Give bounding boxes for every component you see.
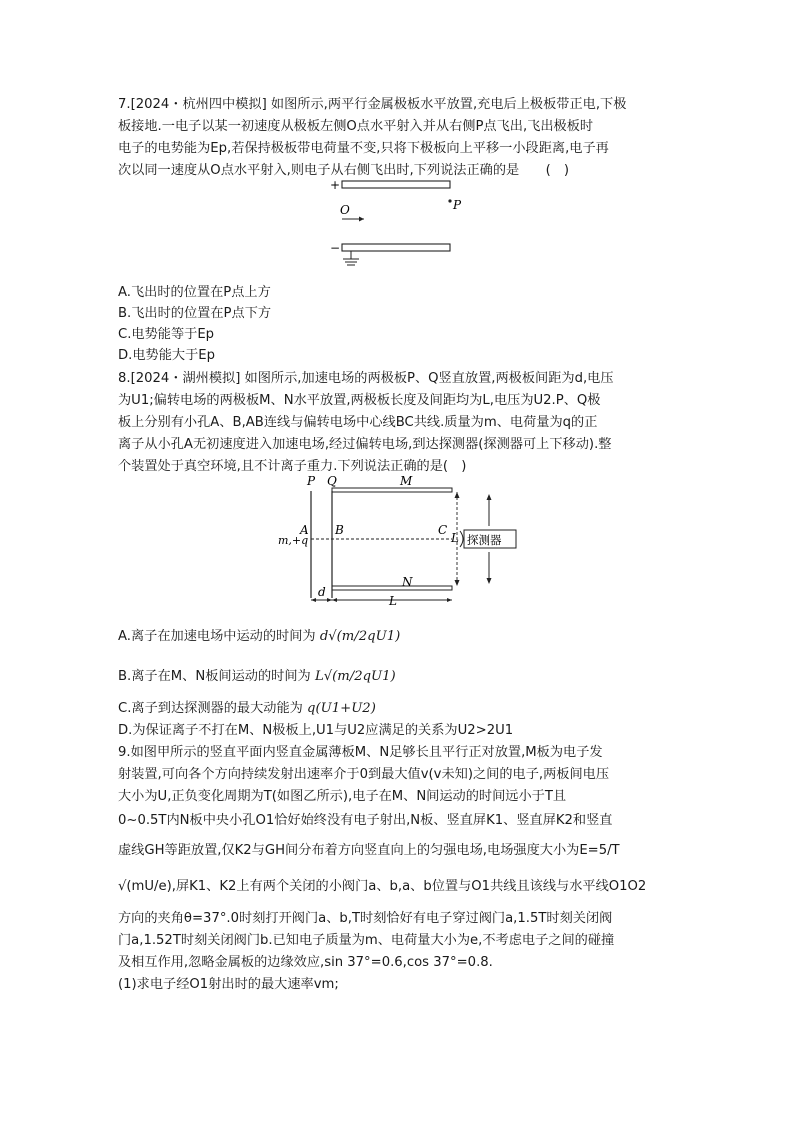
q8-plate-Q-label: Q	[327, 474, 337, 488]
q7-point-P-dot	[448, 199, 451, 202]
q7-line-4: 次以同一速度从O点水平射入,则电子从右侧飞出时,下列说法正确的是 ( )	[118, 163, 570, 178]
q9-line-1: 9.如图甲所示的竖直平面内竖直金属薄板M、N足够长且平行正对放置,M板为电子发	[118, 745, 603, 760]
q7-line-3: 电子的电势能为Ep,若保持极板带电荷量不变,只将下极板向上平移一小段距离,电子再	[118, 141, 609, 156]
q8-line-2: 为U1;偏转电场的两极板M、N水平放置,两极板长度及间距均为L,电压为U2.P、Q极	[118, 393, 601, 408]
q8-option-a	[118, 626, 400, 648]
q9-line-9: 及相互作用,忽略金属板的边缘效应,sin 37°=0.6,cos 37°=0.8.	[118, 955, 493, 970]
q8-option-b	[118, 666, 396, 688]
q8-plate-M-label: M	[400, 474, 413, 488]
q8-point-C-label: C	[438, 523, 448, 537]
q8-d-arrow-right	[327, 598, 332, 602]
q7-line-1: 7.[2024・杭州四中模拟] 如图所示,两平行金属极板水平放置,充电后上极板带正电,下极	[118, 97, 627, 112]
q7-lower-plate	[342, 244, 450, 251]
q9-line-3: 大小为U,正负变化周期为T(如图乙所示),电子在M、N间运动的时间远小于T且	[118, 789, 567, 804]
q8-plate-N	[332, 586, 452, 590]
q8-option-c-formula: q(U1+U2)	[307, 701, 376, 716]
q8-plate-N-label: N	[402, 575, 413, 589]
q7-option-c: C.电势能等于Ep	[118, 327, 215, 342]
q8-detector-cup	[460, 531, 463, 547]
q8-d-arrow-left	[311, 598, 316, 602]
q8-line-3: 板上分别有小孔A、B,AB连线与偏转电场中心线BC共线.质量为m、电荷量为q的正	[118, 415, 598, 430]
q9-line-8: 门a,1.52T时刻关闭阀门b.已知电子质量为m、电荷量大小为e,不考虑电子之间的碰撞	[118, 933, 615, 948]
q8-apparatus-figure	[274, 474, 524, 610]
q9-line-10: (1)求电子经O1射出时的最大速率vm;	[118, 977, 339, 992]
q8-arrow-down-head	[487, 578, 492, 584]
q8-dim-arrow-up	[455, 492, 460, 498]
q8-line-4: 离子从小孔A无初速度进入加速电场,经过偏转电场,到达探测器(探测器可上下移动).整	[118, 437, 612, 452]
q9-line-7: 方向的夹角θ=37°.0时刻打开阀门a、b,T时刻恰好有电子穿过阀门a,1.5T时刻关闭阀	[118, 911, 613, 926]
q7-option-a: A.飞出时的位置在P点上方	[118, 285, 271, 300]
q7-point-O-label: O	[340, 203, 350, 217]
q8-plate-P-label: P	[307, 474, 316, 488]
q7-option-d: D.电势能大于Ep	[118, 348, 215, 363]
q8-plate-M	[332, 488, 452, 492]
q8-arrow-up-head	[487, 494, 492, 500]
q8-line-5: 个装置处于真空环境,且不计离子重力.下列说法正确的是( )	[118, 459, 467, 474]
q8-point-A-label: A	[300, 523, 309, 537]
q8-option-d: D.为保证离子不打在M、N极板上,U1与U2应满足的关系为U2>2U1	[118, 723, 514, 738]
q7-plus-sign: +	[330, 178, 341, 192]
q8-point-B-label: B	[335, 523, 344, 537]
q8-option-c-text: C.离子到达探测器的最大动能为	[118, 701, 303, 716]
q7-line-2: 板接地.一电子以某一初速度从极板左侧O点水平射入并从右侧P点飞出,飞出极板时	[118, 119, 594, 134]
q8-option-b-text: B.离子在M、N板间运动的时间为	[118, 669, 311, 684]
q8-option-c	[118, 698, 376, 720]
q8-L-arrow-right	[447, 598, 452, 602]
q8-L-arrow-left	[332, 598, 337, 602]
q7-upper-plate	[342, 181, 450, 188]
q8-length-L-bottom: L	[389, 594, 397, 608]
q8-option-a-formula: d√(m/2qU1)	[319, 629, 401, 644]
q7-capacitor-figure	[326, 178, 466, 272]
q8-line-1: 8.[2024・湖州模拟] 如图所示,加速电场的两极板P、Q竖直放置,两极板间距为d,电压	[118, 371, 614, 386]
q9-line-2: 射装置,可向各个方向持续发射出速率介于0到最大值v(v未知)之间的电子,两板间电压	[118, 767, 610, 782]
q9-line-5: 虚线GH等距放置,仅K2与GH间分布着方向竖直向上的匀强电场,电场强度大小为E=5/T	[118, 843, 620, 858]
q8-dim-arrow-down	[455, 580, 460, 586]
q7-point-P-label: P	[453, 198, 462, 212]
q9-line-4: 0~0.5T内N板中央小孔O1恰好始终没有电子射出,N板、竖直屏K1、竖直屏K2和竖直	[118, 813, 613, 828]
q9-line-6: √(mU/e),屏K1、K2上有两个关闭的小阀门a、b,a、b位置与O1共线且该线与水平线O1O2	[118, 879, 647, 894]
q7-minus-sign: −	[330, 241, 341, 255]
q8-option-a-text: A.离子在加速电场中运动的时间为	[118, 629, 316, 644]
q8-ion-label: m,+q	[278, 534, 309, 547]
q8-detector-label: 探测器	[467, 533, 502, 547]
q8-d-label: d	[318, 585, 326, 599]
q8-option-b-formula: L√(m/2qU1)	[314, 669, 396, 684]
q7-arrow-head	[359, 217, 364, 222]
q8-length-L-right: L	[451, 531, 459, 545]
q7-option-b: B.飞出时的位置在P点下方	[118, 306, 272, 321]
